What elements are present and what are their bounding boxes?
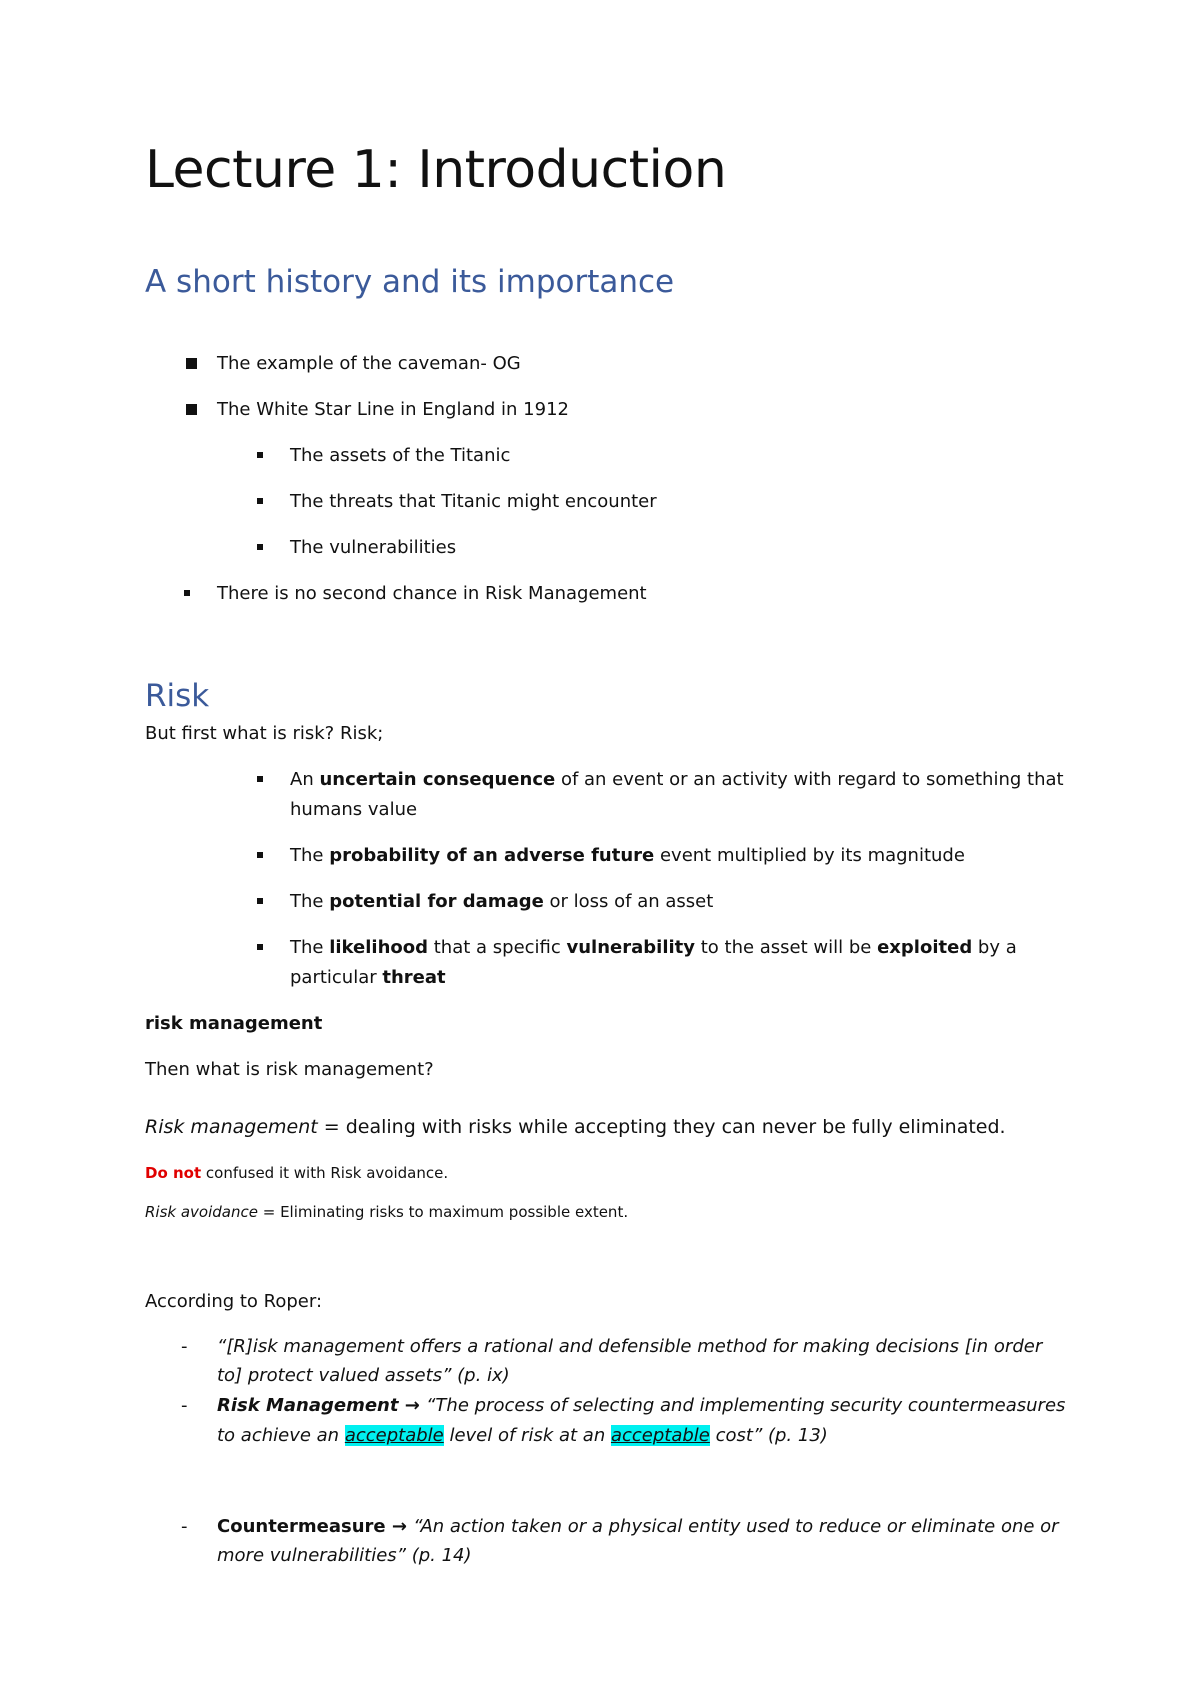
risk-definition-2: The probability of an adverse future event multiplied by its magnitude	[290, 845, 965, 866]
risk-definition-1-cont: humans value	[290, 799, 418, 820]
dash-bullet: -	[181, 1395, 188, 1416]
square-bullet-icon	[186, 404, 197, 415]
small-bullet-icon	[257, 498, 263, 504]
small-bullet-icon	[184, 590, 190, 596]
risk-definition-1: An uncertain consequence of an event or an activity with regard to something that	[290, 769, 1064, 790]
small-bullet-icon	[257, 898, 263, 904]
list-item: The example of the caveman- OG	[217, 353, 521, 374]
risk-definition-3: The potential for damage or loss of an asset	[290, 891, 714, 912]
square-bullet-icon	[186, 358, 197, 369]
risk-definition-4-cont: particular threat	[290, 967, 446, 988]
list-item: There is no second chance in Risk Management	[217, 583, 647, 604]
roper-intro: According to Roper:	[145, 1291, 323, 1312]
section-heading-risk: Risk	[145, 678, 210, 714]
list-subitem: The threats that Titanic might encounter	[290, 491, 657, 512]
risk-management-definition: Risk management = dealing with risks while accepting they can never be fully eliminated.	[145, 1116, 1006, 1138]
roper-quote-3-cont: more vulnerabilities” (p. 14)	[217, 1545, 472, 1566]
roper-quote-2-cont: to achieve an acceptable level of risk at an acceptable cost” (p. 13)	[217, 1425, 828, 1446]
highlighted-word: acceptable	[610, 1425, 710, 1446]
risk-intro: But first what is risk? Risk;	[145, 723, 384, 744]
roper-quote-1-cont: to] protect valued assets” (p. ix)	[217, 1365, 510, 1386]
risk-avoidance-warning: Do not confused it with Risk avoidance.	[145, 1164, 449, 1182]
risk-management-label: risk management	[145, 1013, 323, 1034]
small-bullet-icon	[257, 776, 263, 782]
small-bullet-icon	[257, 944, 263, 950]
roper-quote-1: “[R]isk management offers a rational and defensible method for making decisions [in order	[217, 1336, 1043, 1357]
section-heading-history: A short history and its importance	[145, 264, 675, 300]
page-title: Lecture 1: Introduction	[145, 140, 727, 200]
risk-management-question: Then what is risk management?	[145, 1059, 434, 1080]
list-item: The White Star Line in England in 1912	[217, 399, 569, 420]
risk-definition-4: The likelihood that a specific vulnerability to the asset will be exploited by a	[290, 937, 1017, 958]
list-subitem: The vulnerabilities	[290, 537, 457, 558]
dash-bullet: -	[181, 1516, 188, 1537]
list-subitem: The assets of the Titanic	[290, 445, 511, 466]
roper-quote-2: Risk Management → “The process of selecting and implementing security countermeasures	[217, 1395, 1066, 1416]
small-bullet-icon	[257, 852, 263, 858]
roper-quote-3: Countermeasure → “An action taken or a physical entity used to reduce or eliminate one or	[217, 1516, 1059, 1537]
risk-avoidance-definition: Risk avoidance = Eliminating risks to maximum possible extent.	[145, 1203, 629, 1221]
dash-bullet: -	[181, 1336, 188, 1357]
small-bullet-icon	[257, 544, 263, 550]
highlighted-word: acceptable	[344, 1425, 444, 1446]
small-bullet-icon	[257, 452, 263, 458]
